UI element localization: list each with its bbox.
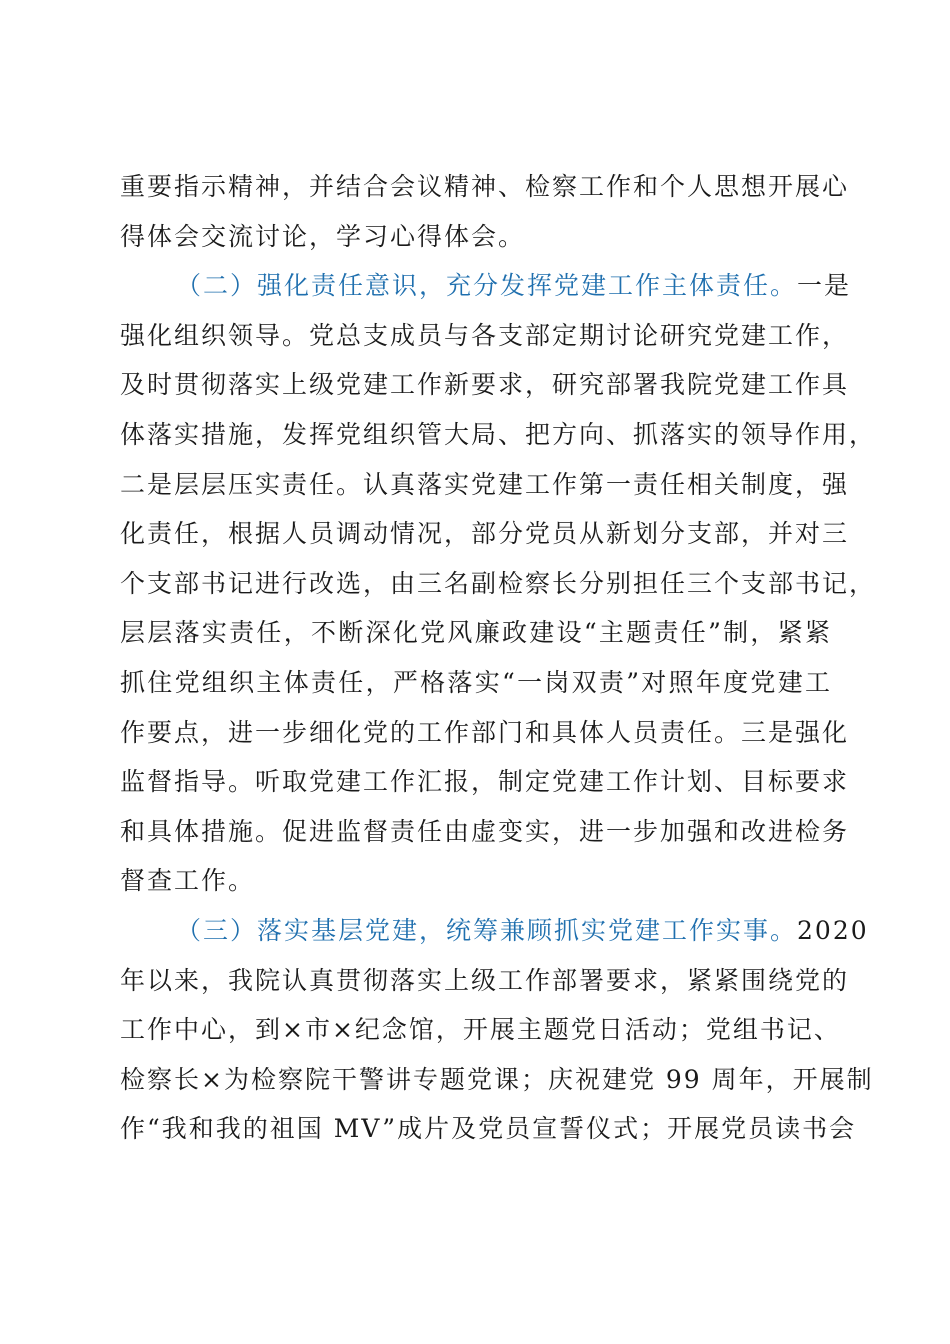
- line-text: 二是层层压实责任。认真落实党建工作第一责任相关制度，强: [120, 469, 850, 499]
- text-line: [120, 410, 877, 460]
- section-heading: （三）落实基层党建，统筹兼顾抓实党建工作实事。: [176, 915, 798, 945]
- line-text: 个支部书记进行改选，由三名副检察长分别担任三个支部书记，: [120, 568, 877, 598]
- line-text: 体落实措施，发挥党组织管大局、把方向、抓落实的领导作用，: [120, 419, 877, 449]
- text-line: [120, 658, 832, 708]
- text-line: [120, 608, 832, 658]
- text-line: [120, 1104, 857, 1154]
- text-line: [120, 856, 832, 906]
- text-line: [120, 559, 877, 609]
- text-line: [120, 162, 850, 212]
- line-text: 层层落实责任，不断深化党风廉政建设“主题责任”制，紧紧: [120, 618, 832, 648]
- text-line: [120, 212, 832, 262]
- line-text: 作要点，进一步细化党的工作部门和具体人员责任。三是强化: [120, 717, 850, 747]
- text-line: [120, 460, 850, 510]
- text-line: [120, 360, 850, 410]
- line-text: 作“我和我的祖国 MV”成片及党员宣誓仪式；开展党员读书会: [120, 1114, 857, 1144]
- line-text: 强化组织领导。党总支成员与各支部定期讨论研究党建工作，: [120, 320, 850, 350]
- text-line: [120, 708, 850, 758]
- section-heading-line: [120, 261, 852, 311]
- line-text: 2020: [797, 915, 869, 945]
- line-text: 工作中心，到×市×纪念馆，开展主题党日活动；党组书记、: [120, 1015, 841, 1045]
- line-text: 年以来，我院认真贯彻落实上级工作部署要求，紧紧围绕党的: [120, 965, 850, 995]
- text-line: [120, 509, 850, 559]
- line-text: 重要指示精神，并结合会议精神、检察工作和个人思想开展心: [120, 172, 850, 201]
- section-heading: （二）强化责任意识，充分发挥党建工作主体责任。: [176, 271, 798, 301]
- document-body: [120, 162, 877, 1154]
- text-line: [120, 807, 850, 857]
- text-line: [120, 956, 850, 1006]
- text-line: [120, 757, 850, 807]
- line-text: 检察长×为检察院干警讲专题党课；庆祝建党 99 周年，开展制: [120, 1064, 874, 1094]
- line-text: 督查工作。: [120, 866, 256, 896]
- text-line: [120, 311, 850, 361]
- line-text: 抓住党组织主体责任，严格落实“一岗双责”对照年度党建工: [120, 667, 832, 697]
- section-heading-line: [120, 906, 869, 956]
- line-text: 得体会交流讨论，学习心得体会。: [120, 221, 526, 251]
- line-text: 化责任，根据人员调动情况，部分党员从新划分支部，并对三: [120, 519, 850, 549]
- text-line: [120, 1055, 874, 1105]
- line-text: 及时贯彻落实上级党建工作新要求，研究部署我院党建工作具: [120, 370, 850, 400]
- line-text: 一是: [797, 271, 852, 301]
- text-line: [120, 1005, 841, 1055]
- line-text: 监督指导。听取党建工作汇报，制定党建工作计划、目标要求: [120, 767, 850, 797]
- line-text: 和具体措施。促进监督责任由虚变实，进一步加强和改进检务: [120, 816, 850, 846]
